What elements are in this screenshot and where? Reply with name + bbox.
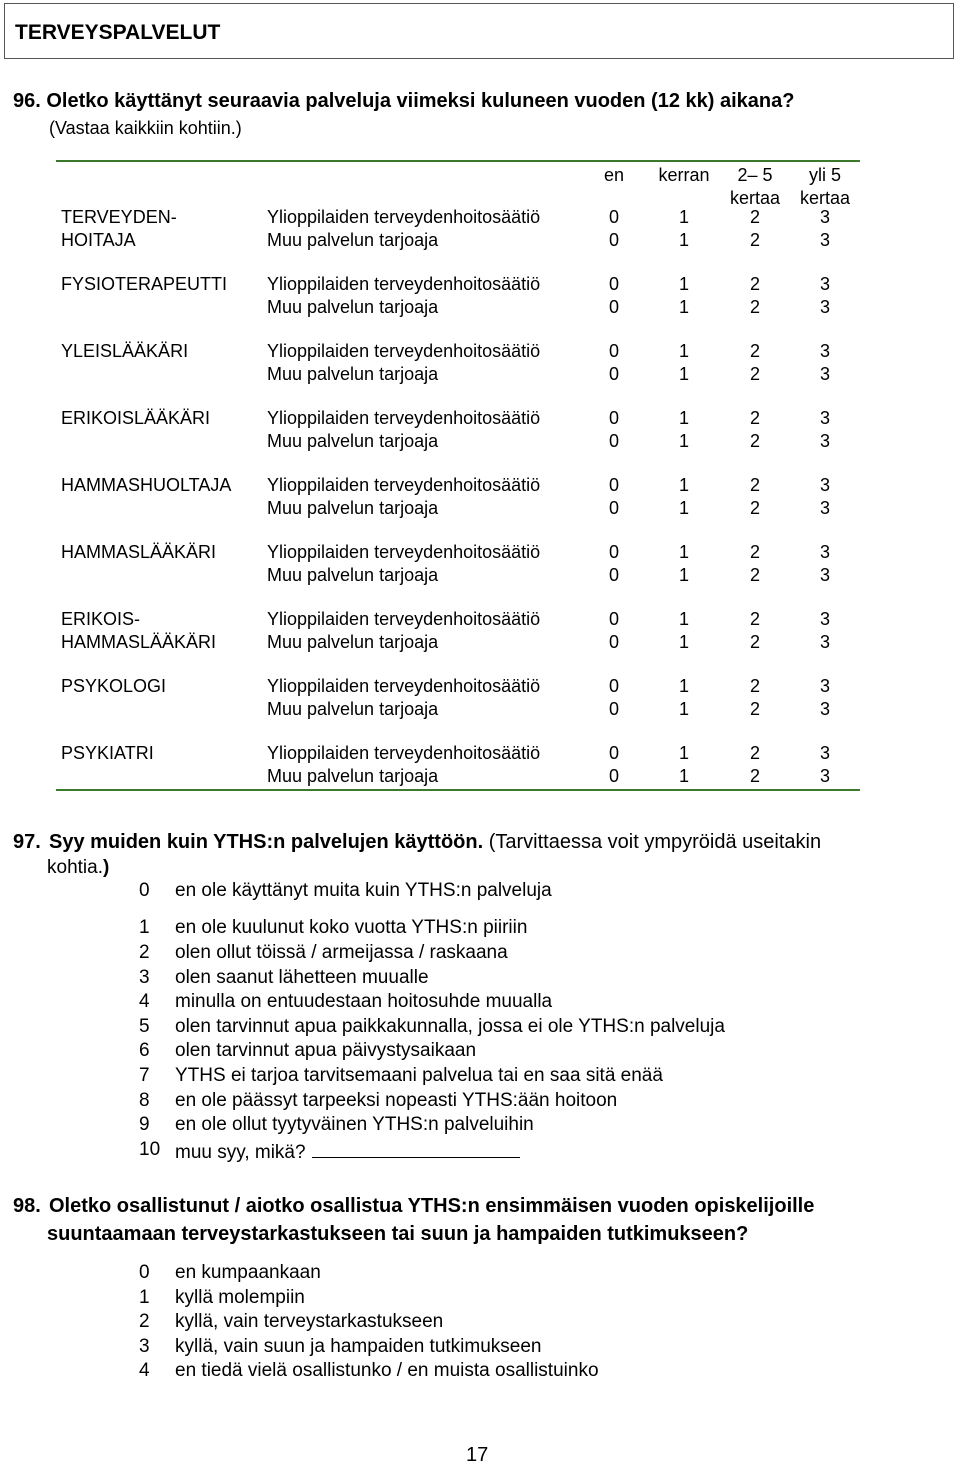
table-row [56,609,860,631]
answer-option-0[interactable]: 0 [608,699,619,719]
answer-option-2[interactable]: 2 [749,766,760,786]
table-row [56,498,860,520]
answer-option-2[interactable]: 2 [749,632,760,652]
answer-option[interactable] [139,1287,959,1311]
answer-option-1[interactable]: 1 [678,766,689,786]
option-label: en kumpaankaan [175,1262,321,1283]
col-header-en: en [603,165,625,185]
answer-option-0[interactable]: 0 [608,565,619,585]
answer-option-2[interactable]: 2 [749,274,760,294]
table-row [56,230,860,252]
answer-option-3[interactable]: 3 [819,565,830,585]
answer-option[interactable] [139,1336,959,1360]
option-label: en ole kuulunut koko vuotta YTHS:n piiriin [175,917,528,938]
table-row [56,431,860,453]
q96-instruction: (Vastaa kaikkiin kohtiin.) [49,118,242,138]
answer-option-3[interactable]: 3 [819,498,830,518]
option-label: kyllä, vain terveystarkastukseen [175,1311,444,1332]
row-provider: Ylioppilaiden terveydenhoitosäätiö [267,676,541,696]
answer-option-2[interactable]: 2 [749,676,760,696]
answer-option-0[interactable]: 0 [608,274,619,294]
answer-option-3[interactable]: 3 [819,609,830,629]
option-label: en ole käyttänyt muita kuin YTHS:n palveluja [175,880,552,901]
answer-option-2[interactable]: 2 [749,743,760,763]
option-number[interactable]: 3 [139,1336,150,1357]
answer-option-1[interactable]: 1 [678,676,689,696]
answer-option-0[interactable]: 0 [608,408,619,428]
answer-option-3[interactable]: 3 [819,766,830,786]
answer-option[interactable] [139,991,959,1015]
section-title: TERVEYSPALVELUT [15,21,221,44]
option-number[interactable]: 0 [139,880,150,901]
answer-option-2[interactable]: 2 [749,431,760,451]
answer-option-2[interactable]: 2 [749,230,760,250]
answer-option-3[interactable]: 3 [819,699,830,719]
answer-option[interactable] [139,1040,959,1064]
answer-option-3[interactable]: 3 [819,341,830,361]
answer-option[interactable] [139,1360,959,1384]
q97-title-rest: (Tarvittaessa voit ympyröidä useitakin [483,831,822,853]
answer-option[interactable] [139,1139,959,1163]
answer-option-3[interactable]: 3 [819,542,830,562]
answer-option-2[interactable]: 2 [749,475,760,495]
row-provider: Muu palvelun tarjoaja [267,632,439,652]
q97-number: 97. [13,831,41,853]
row-provider: Muu palvelun tarjoaja [267,431,439,451]
col-header-2-5-kertaa [724,164,786,210]
row-provider: Muu palvelun tarjoaja [267,364,439,384]
option-number[interactable]: 10 [139,1139,161,1160]
answer-option-1[interactable]: 1 [678,475,689,495]
answer-option-3[interactable]: 3 [819,297,830,317]
answer-option-1[interactable]: 1 [678,632,689,652]
q97-instruction-end [47,857,109,879]
table-row [56,699,860,721]
row-provider: Ylioppilaiden terveydenhoitosäätiö [267,475,541,495]
option-label: YTHS ei tarjoa tarvitsemaani palvelua tai en saa sitä enää [175,1065,663,1086]
answer-option-2[interactable]: 2 [749,565,760,585]
col-header-kerran: kerran [658,165,710,185]
row-provider: Muu palvelun tarjoaja [267,699,439,719]
option-label: olen tarvinnut apua paikkakunnalla, jossa ei ole YTHS:n palveluja [175,1016,725,1037]
q97-title-bold: Syy muiden kuin YTHS:n palvelujen käyttöön. [49,831,484,853]
answer-option-1[interactable]: 1 [678,364,689,384]
answer-option-1[interactable]: 1 [678,408,689,428]
option-label: en ole päässyt tarpeeksi nopeasti YTHS:ään hoitoon [175,1090,618,1111]
col-header-2-5: 2– 5 [737,165,773,185]
option-label: kyllä molempiin [175,1287,305,1308]
answer-option-0[interactable]: 0 [608,431,619,451]
option-label: kyllä, vain suun ja hampaiden tutkimukseen [175,1336,542,1357]
table-row [56,475,860,497]
table-row [56,565,860,587]
answer-option-1[interactable]: 1 [678,609,689,629]
answer-option-0[interactable]: 0 [608,743,619,763]
answer-option-1[interactable]: 1 [678,743,689,763]
row-category: ERIKOIS- [61,609,141,629]
col-header-yli-5-kertaa [794,164,856,210]
option-label: olen saanut lähetteen muualle [175,967,429,988]
col-header-2-5-unit: kertaa [729,188,781,208]
answer-option-1[interactable]: 1 [678,699,689,719]
col-header-yli-5: yli 5 [808,165,841,185]
answer-option-3[interactable]: 3 [819,408,830,428]
answer-option-3[interactable]: 3 [819,431,830,451]
table-row [56,542,860,564]
answer-option-3[interactable]: 3 [819,230,830,250]
row-category: FYSIOTERAPEUTTI [61,274,228,294]
answer-option[interactable] [139,1090,959,1114]
answer-option-1[interactable]: 1 [678,274,689,294]
answer-option-3[interactable]: 3 [819,475,830,495]
row-provider: Muu palvelun tarjoaja [267,766,439,786]
option-label: muu syy, mikä? [175,1139,520,1164]
row-provider: Ylioppilaiden terveydenhoitosäätiö [267,408,541,428]
row-provider: Ylioppilaiden terveydenhoitosäätiö [267,341,541,361]
table-row [56,676,860,698]
answer-option-2[interactable]: 2 [749,498,760,518]
answer-option-1[interactable]: 1 [678,341,689,361]
answer-option-2[interactable]: 2 [749,408,760,428]
col-header-yli-5-unit: kertaa [799,188,851,208]
answer-option-0[interactable]: 0 [608,542,619,562]
option-number[interactable]: 6 [139,1040,150,1061]
answer-option-2[interactable]: 2 [749,297,760,317]
row-provider: Muu palvelun tarjoaja [267,498,439,518]
answer-option-0[interactable]: 0 [608,364,619,384]
option-number[interactable]: 4 [139,991,150,1012]
option-label: olen ollut töissä / armeijassa / raskaana [175,942,508,963]
table-row [56,408,860,430]
table-row [56,766,860,788]
answer-option-0[interactable]: 0 [608,341,619,361]
row-category: ERIKOISLÄÄKÄRI [61,408,211,428]
q98-question-line1: Oletko osallistunut / aiotko osallistua YTHS:n ensimmäisen vuoden opiskelijoille [49,1195,815,1217]
answer-option-3[interactable]: 3 [819,676,830,696]
answer-option-1[interactable]: 1 [678,297,689,317]
q96-table [56,160,860,791]
q98-question-line2: suuntaamaan terveystarkastukseen tai suun ja hampaiden tutkimukseen? [47,1223,749,1245]
table-row [56,274,860,296]
table-row [56,632,860,654]
answer-option-2[interactable]: 2 [749,341,760,361]
answer-option[interactable] [139,942,959,966]
answer-option[interactable] [139,1114,959,1138]
answer-option-2[interactable]: 2 [749,699,760,719]
row-provider: Ylioppilaiden terveydenhoitosäätiö [267,743,541,763]
option-number[interactable]: 5 [139,1016,150,1037]
table-row [56,364,860,386]
option-label: en ole ollut tyytyväinen YTHS:n palveluihin [175,1114,534,1135]
table-row [56,207,860,229]
answer-option-1[interactable]: 1 [678,431,689,451]
answer-option-3[interactable]: 3 [819,207,830,227]
option-label: minulla on entuudestaan hoitosuhde muualla [175,991,553,1012]
answer-option-3[interactable]: 3 [819,743,830,763]
option-number[interactable]: 3 [139,967,150,988]
answer-option-0[interactable]: 0 [608,498,619,518]
option-number[interactable]: 2 [139,942,150,963]
answer-option-0[interactable]: 0 [608,609,619,629]
row-provider: Muu palvelun tarjoaja [267,565,439,585]
answer-option-0[interactable]: 0 [608,230,619,250]
table-row [56,341,860,363]
row-provider: Ylioppilaiden terveydenhoitosäätiö [267,609,541,629]
answer-option-0[interactable]: 0 [608,475,619,495]
answer-option-1[interactable]: 1 [678,565,689,585]
row-category: HAMMASLÄÄKÄRI [61,632,217,652]
table-row [56,743,860,765]
q97-line2-paren: ) [102,857,110,878]
option-number[interactable]: 8 [139,1090,150,1111]
q97-question [49,831,821,854]
answer-option-3[interactable]: 3 [819,632,830,652]
answer-option-3[interactable]: 3 [819,364,830,384]
page-number: 17 [466,1444,489,1466]
option-number[interactable]: 4 [139,1360,150,1381]
row-provider: Ylioppilaiden terveydenhoitosäätiö [267,207,541,227]
answer-option-0[interactable]: 0 [608,766,619,786]
answer-option-0[interactable]: 0 [608,632,619,652]
q97-line2-text: kohtia. [47,857,103,878]
answer-option-1[interactable]: 1 [678,542,689,562]
answer-option-1[interactable]: 1 [678,498,689,518]
answer-option-1[interactable]: 1 [678,230,689,250]
row-provider: Muu palvelun tarjoaja [267,230,439,250]
other-reason-blank[interactable] [312,1139,520,1158]
row-category: TERVEYDEN- [61,207,177,227]
option-label: en tiedä vielä osallistunko / en muista osallistuinko [175,1360,599,1381]
row-category: HAMMASHUOLTAJA [61,475,232,495]
row-category: HOITAJA [61,230,136,250]
answer-option-3[interactable]: 3 [819,274,830,294]
row-provider: Ylioppilaiden terveydenhoitosäätiö [267,542,541,562]
answer-option[interactable] [139,1065,959,1089]
answer-option-0[interactable]: 0 [608,676,619,696]
option-number[interactable]: 2 [139,1311,150,1332]
row-provider: Ylioppilaiden terveydenhoitosäätiö [267,274,541,294]
answer-option-2[interactable]: 2 [749,609,760,629]
answer-option-2[interactable]: 2 [749,542,760,562]
answer-option[interactable] [139,880,959,904]
answer-option-0[interactable]: 0 [608,207,619,227]
row-provider: Muu palvelun tarjoaja [267,297,439,317]
answer-option-2[interactable]: 2 [749,364,760,384]
answer-option[interactable] [139,1016,959,1040]
row-category: PSYKOLOGI [61,676,167,696]
q98-number: 98. [13,1195,41,1217]
option-number[interactable]: 1 [139,917,150,938]
row-category: HAMMASLÄÄKÄRI [61,542,217,562]
answer-option[interactable] [139,1311,959,1335]
answer-option-1[interactable]: 1 [678,207,689,227]
row-category: PSYKIATRI [61,743,154,763]
option-number[interactable]: 9 [139,1114,150,1135]
answer-option[interactable] [139,967,959,991]
option-number[interactable]: 0 [139,1262,150,1283]
answer-option-0[interactable]: 0 [608,297,619,317]
answer-option[interactable] [139,1262,959,1286]
row-category: YLEISLÄÄKÄRI [61,341,189,361]
section-header-box [4,3,954,59]
answer-option[interactable] [139,917,959,941]
option-number[interactable]: 1 [139,1287,150,1308]
q96-question: 96. Oletko käyttänyt seuraavia palveluja viimeksi kuluneen vuoden (12 kk) aikana? [13,90,795,112]
option-label: olen tarvinnut apua päivystysaikaan [175,1040,477,1061]
option-number[interactable]: 7 [139,1065,150,1086]
answer-option-2[interactable]: 2 [749,207,760,227]
table-row [56,297,860,319]
